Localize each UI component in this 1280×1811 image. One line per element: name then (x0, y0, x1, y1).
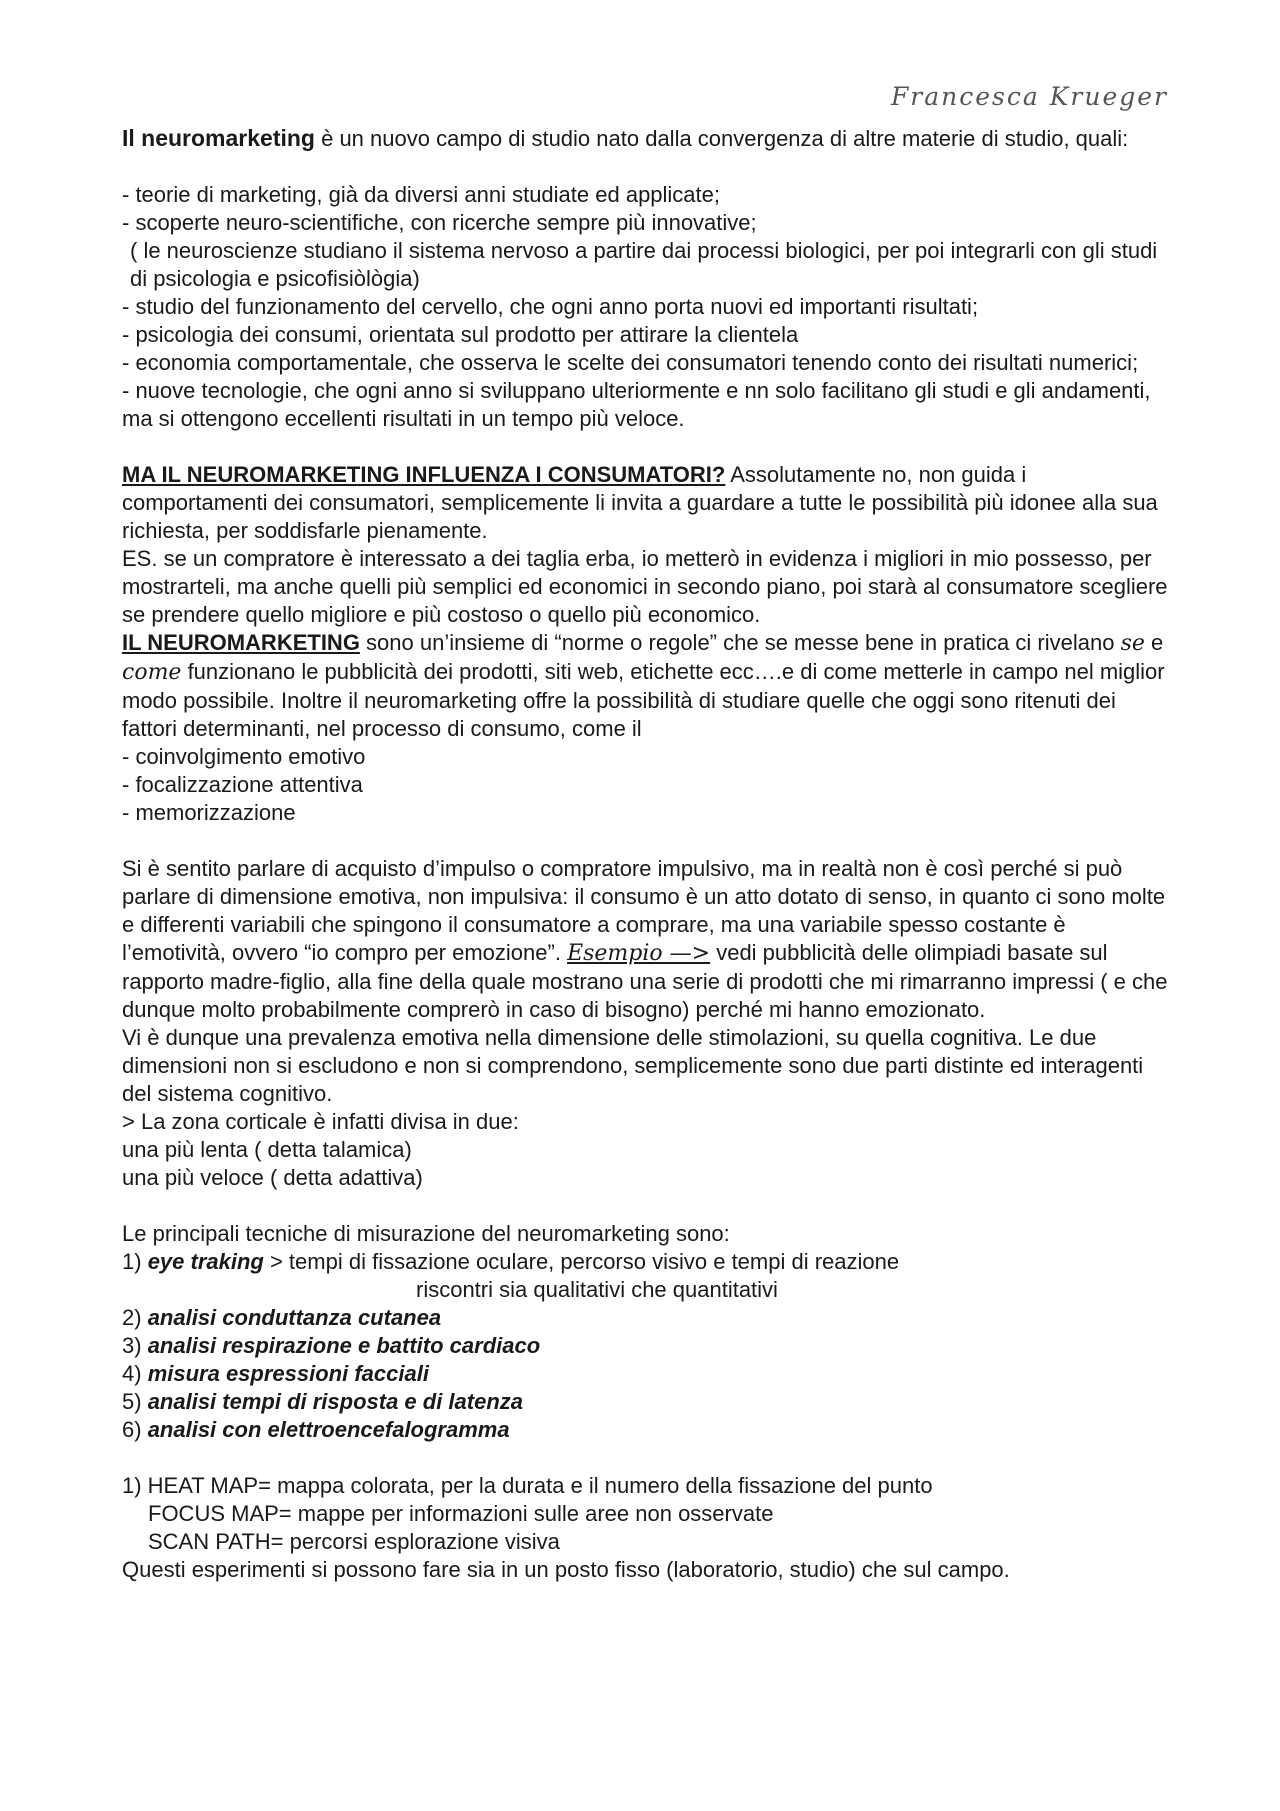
closing-line: Questi esperimenti si possono fare sia in un posto fisso (laboratorio, studio) che sul campo. (122, 1557, 1010, 1582)
technique-number: 3) (122, 1333, 148, 1358)
section2-example: ES. se un compratore è interessato a dei taglia erba, io metterò in evidenza i migliori in mio possesso, per mostrarteli, ma anche quelli più semplici ed economici in secondo piano, poi starà al consumatore scegliere se prendere quello migliore e più costoso o quello più economico. (122, 546, 1168, 627)
technique-number: 1) (122, 1249, 148, 1274)
scan-path-line: SCAN PATH= percorsi esplorazione visiva (148, 1529, 560, 1554)
section3-text-b: vedi pubblicità delle olimpiadi basate sul rapporto madre-figlio, alla fine della quale mostrano una serie di prodotti che mi rimarranno impressi ( e che dunque molto probabilmente comprerò in caso di bisogno) perché mi hanno emozionato. (122, 940, 1168, 1022)
technique-item (122, 1248, 1172, 1276)
technique-item (122, 1416, 1172, 1444)
intro-term: Il neuromarketing (122, 125, 315, 151)
definition-term: IL NEUROMARKETING (122, 630, 360, 655)
author-signature: Francesca Krueger (890, 82, 1168, 111)
document-body (122, 124, 1172, 1584)
zone-item: una più lenta ( detta talamica) (122, 1137, 412, 1162)
section3-paragraph-2: Vi è dunque una prevalenza emotiva nella dimensione delle stimolazioni, su quella cognitiva. Le due dimensioni non si escludono e non si comprendono, semplicemente sono due parti distinte ed interagenti del sistema cognitivo. (122, 1025, 1144, 1106)
section2-text: Assolutamente no, non guida i comportamenti dei consumatori, semplicemente li invita a guardare a tutte le possibilità più idonee alla sua richiesta, per soddisfarle pienamente. (122, 462, 1158, 543)
technique-number: 6) (122, 1417, 148, 1442)
factor-item: - focalizzazione attentiva (122, 772, 363, 797)
factor-item: - coinvolgimento emotivo (122, 744, 366, 769)
intro-paragraph (122, 124, 1172, 153)
list1-item: - scoperte neuro-scientifiche, con ricerche sempre più innovative; (122, 210, 757, 235)
heat-map-line: 1) HEAT MAP= mappa colorata, per la durata e il numero della fissazione del punto (122, 1473, 933, 1498)
definition-text-c: funzionano le pubblicità dei prodotti, siti web, etichette ecc….e di come metterle in campo nel miglior modo possibile. Inoltre il neuromarketing offre la possibilità di studiare quelle che oggi sono ritenuti dei fattori determinanti, nel processo di consumo, come il (122, 659, 1165, 741)
section3-paragraph (122, 855, 1172, 1024)
list1-item: - economia comportamentale, che osserva le scelte dei consumatori tenendo conto dei risultati numerici; (122, 350, 1139, 375)
definition-se: se (1120, 631, 1145, 656)
definition-text-b: e (1144, 630, 1164, 655)
definition-come: come (122, 660, 182, 685)
technique-description: > tempi di fissazione oculare, percorso visivo e tempi di reazione (263, 1249, 900, 1274)
technique-description-2: riscontri sia qualitativi che quantitativi (416, 1277, 778, 1302)
technique-item (122, 1388, 1172, 1416)
technique-name: eye traking (147, 1249, 264, 1274)
zone-intro: > La zona corticale è infatti divisa in due: (122, 1109, 519, 1134)
list1-note: ( le neuroscienze studiano il sistema nervoso a partire dai processi biologici, per poi integrarli con gli studi di psicologia e psicofisiòlògia) (130, 238, 1158, 291)
section2-paragraph (122, 461, 1172, 545)
section3-text-a: Si è sentito parlare di acquisto d’impulso o compratore impulsivo, ma in realtà non è così perché si può parlare di dimensione emotiva, non impulsiva: il consumo è un atto dotato di senso, in quanto ci sono molte e differenti variabili che spingono il consumatore a comprare, ma una variabile spesso costante è l’emotività, ovvero “io compro per emozione”. (122, 856, 1166, 965)
factor-item: - memorizzazione (122, 800, 296, 825)
zone-item: una più veloce ( detta adattiva) (122, 1165, 423, 1190)
spacer (122, 153, 1172, 181)
definition-text-a: sono un’insieme di “norme o regole” che se messe bene in pratica ci rivelano (359, 630, 1121, 655)
technique-name: misura espressioni facciali (147, 1361, 429, 1386)
spacer (122, 827, 1172, 855)
section2-heading: MA IL NEUROMARKETING INFLUENZA I CONSUMATORI? (122, 462, 726, 487)
technique-name: analisi con elettroencefalogramma (147, 1417, 510, 1442)
technique-name: analisi respirazione e battito cardiaco (147, 1333, 541, 1358)
spacer (122, 1192, 1172, 1220)
technique-number: 5) (122, 1389, 148, 1414)
list1-item: - teorie di marketing, già da diversi anni studiate ed applicate; (122, 182, 721, 207)
technique-name: analisi tempi di risposta e di latenza (147, 1389, 524, 1414)
technique-name: analisi conduttanza cutanea (147, 1305, 442, 1330)
list1-item: - studio del funzionamento del cervello, che ogni anno porta nuovi ed importanti risultati; (122, 294, 979, 319)
example-label: Esempio —> (567, 941, 711, 966)
section2-definition (122, 629, 1172, 743)
technique-item (122, 1360, 1172, 1388)
spacer (122, 1444, 1172, 1472)
list1-item: - psicologia dei consumi, orientata sul prodotto per attirare la clientela (122, 322, 799, 347)
intro-text: è un nuovo campo di studio nato dalla convergenza di altre materie di studio, quali: (314, 126, 1129, 151)
focus-map-line: FOCUS MAP= mappe per informazioni sulle aree non osservate (148, 1501, 774, 1526)
list1-item: - nuove tecnologie, che ogni anno si sviluppano ulteriormente e nn solo facilitano gli studi e gli andamenti, ma si ottengono eccellenti risultati in un tempo più veloce. (122, 378, 1151, 431)
techniques-intro: Le principali tecniche di misurazione del neuromarketing sono: (122, 1221, 730, 1246)
technique-item (122, 1304, 1172, 1332)
technique-number: 4) (122, 1361, 148, 1386)
technique-item (122, 1332, 1172, 1360)
spacer (122, 433, 1172, 461)
technique-number: 2) (122, 1305, 148, 1330)
